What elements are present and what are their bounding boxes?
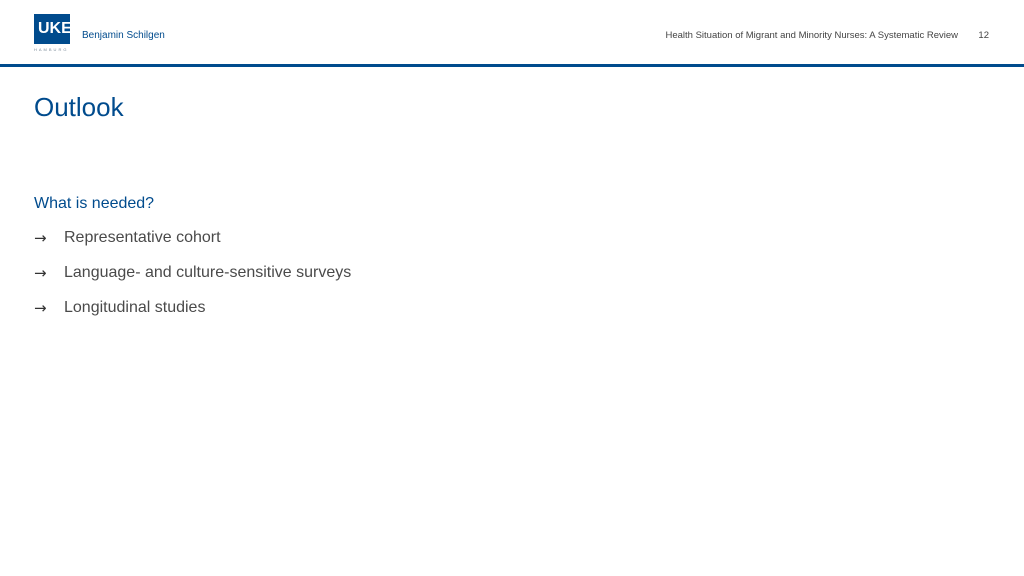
logo-subtext: HAMBURG (34, 47, 69, 52)
list-item (34, 264, 351, 299)
right-arrow-icon: → (34, 299, 47, 317)
list-item (34, 299, 351, 334)
uke-logo (34, 14, 70, 54)
list-item-label: Language- and culture-sensitive surveys (64, 264, 352, 281)
list-item-label: Representative cohort (64, 229, 221, 246)
section-question: What is needed? (34, 195, 155, 212)
author-name: Benjamin Schilgen (82, 30, 165, 41)
logo-mark: UKE (34, 14, 70, 44)
list-item (34, 229, 351, 264)
right-arrow-icon: → (34, 229, 47, 247)
header-divider (0, 64, 1024, 67)
list-item-label: Longitudinal studies (64, 299, 206, 316)
slide-title: Outlook (34, 92, 124, 122)
outlook-list (34, 229, 351, 334)
presentation-title: Health Situation of Migrant and Minority Nurses: A Systematic Review (665, 30, 958, 41)
page-number: 12 (978, 30, 989, 41)
right-arrow-icon: → (34, 264, 47, 282)
